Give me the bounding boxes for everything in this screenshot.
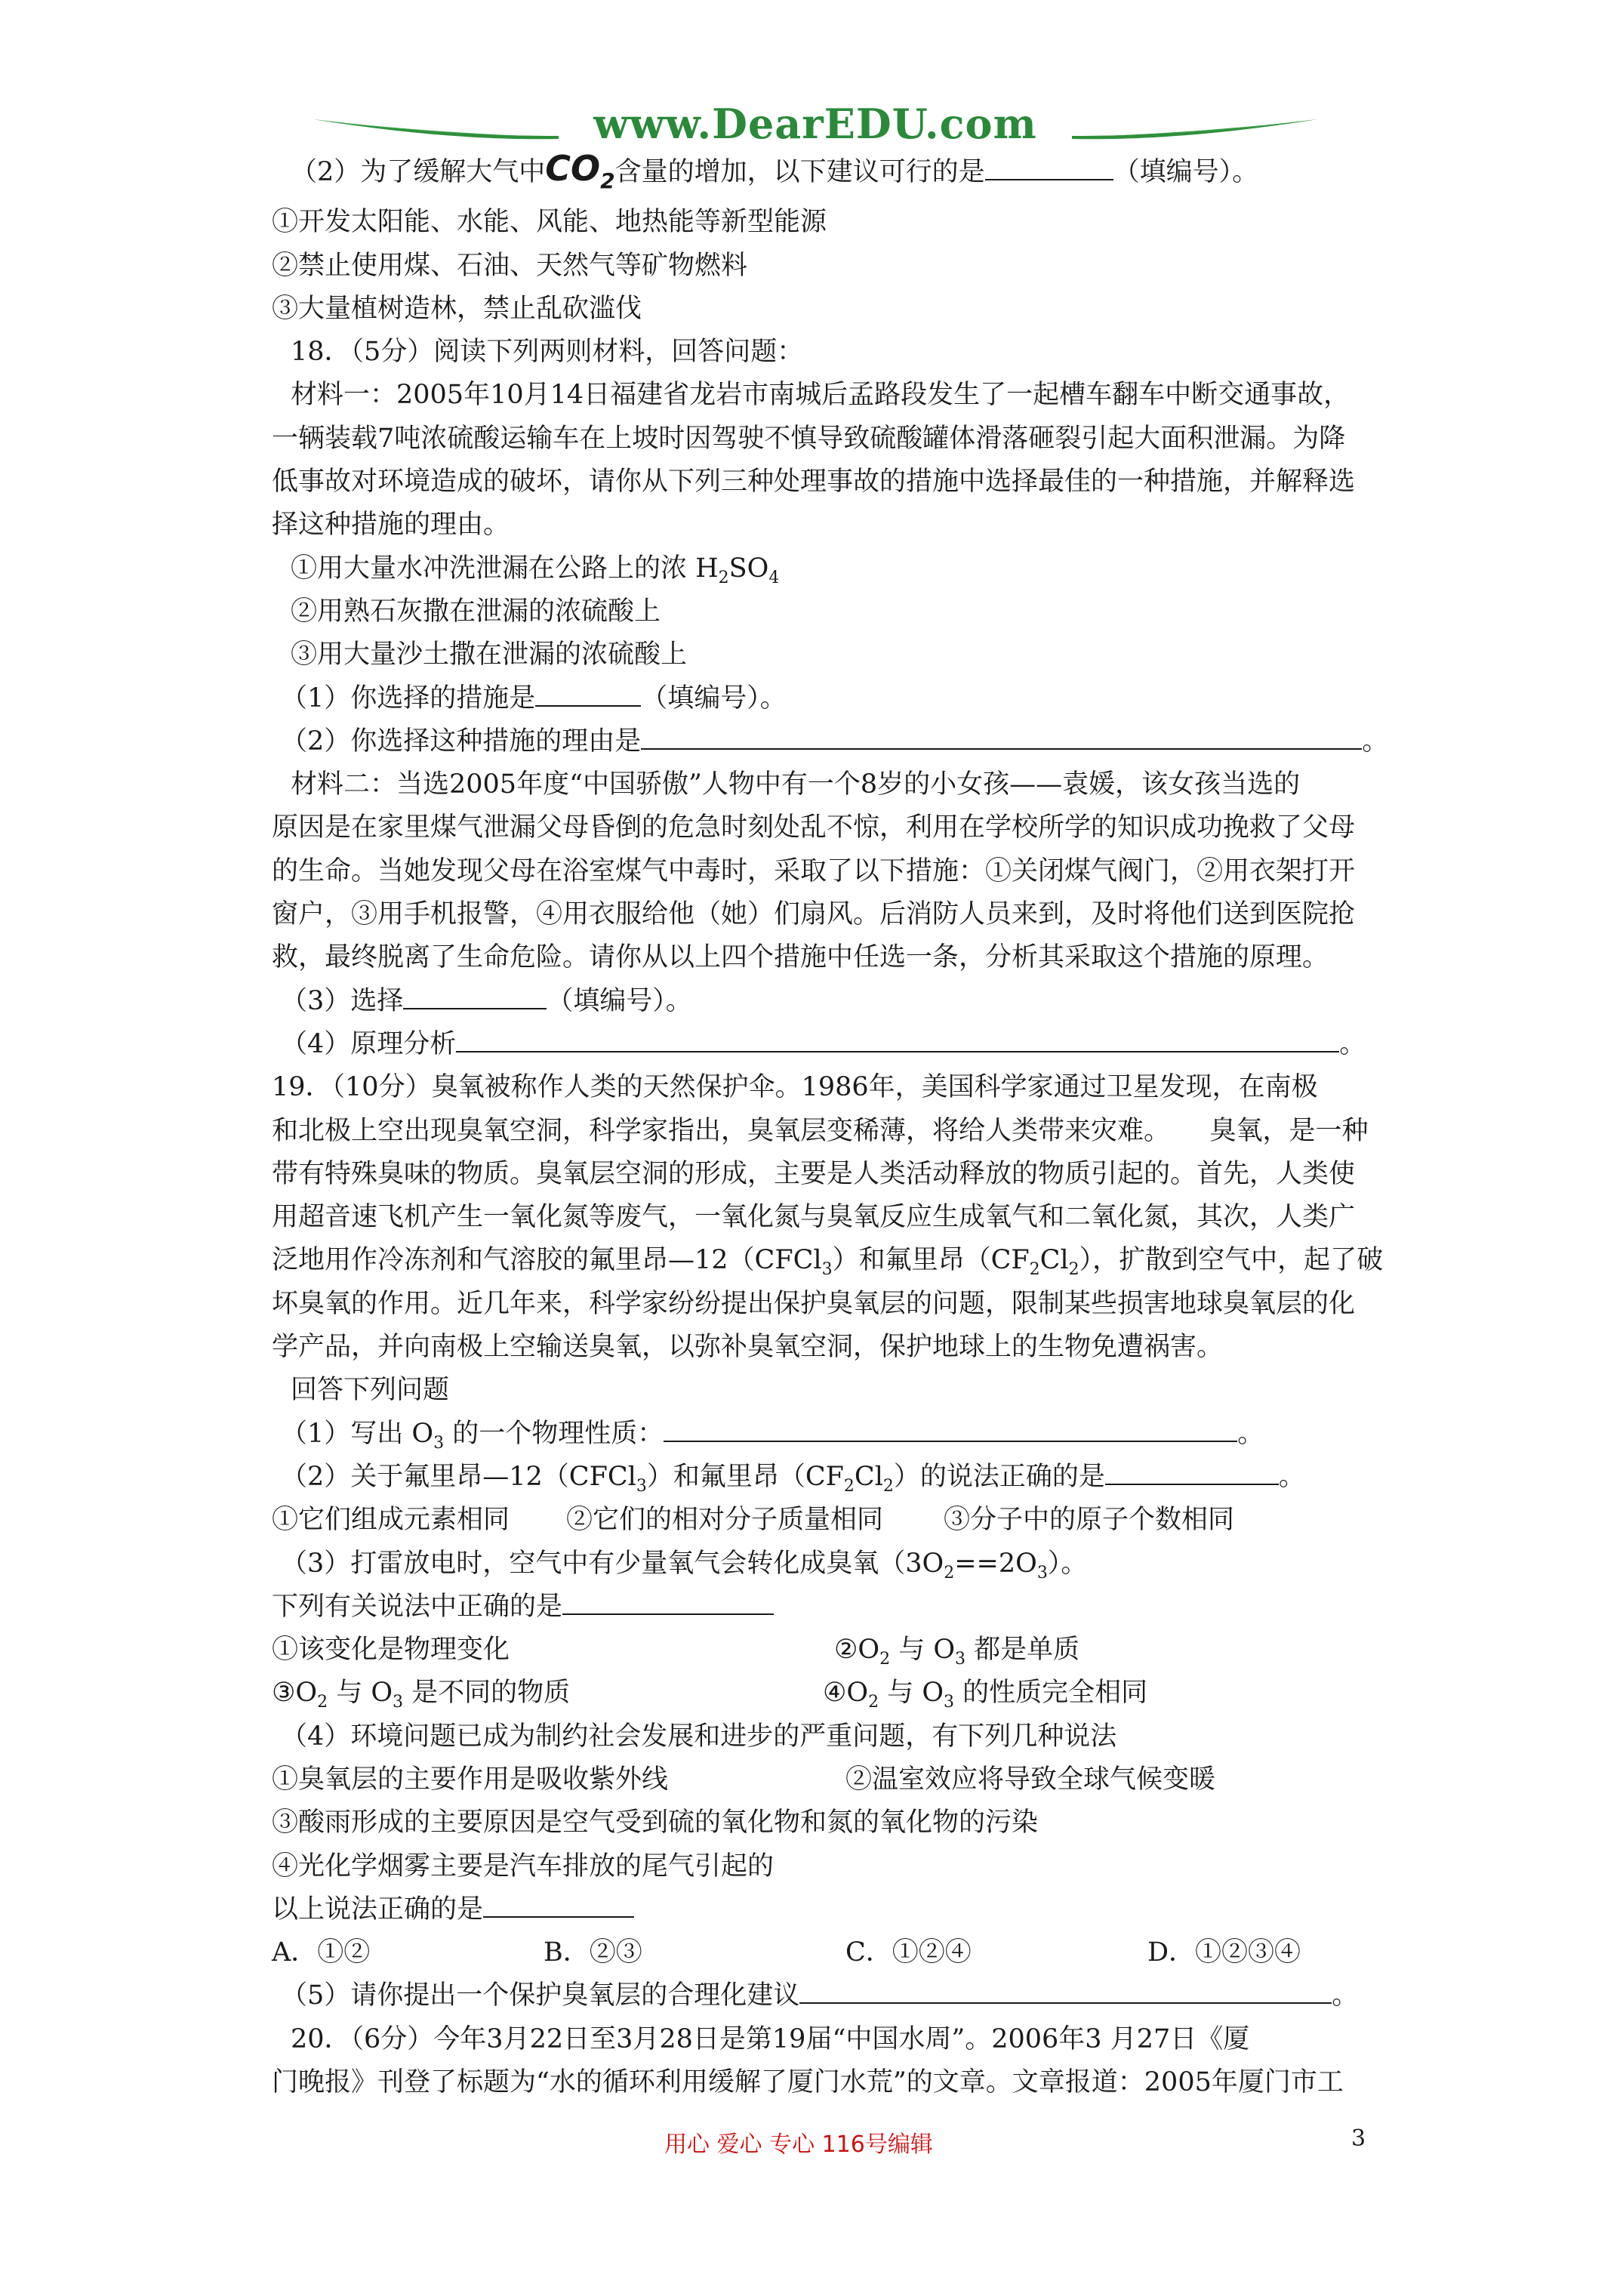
q18-material2-line: 原因是在家里煤气泄漏父母昏倒的危急时刻处乱不惊，利用在学校所学的知识成功挽救了父母 — [272, 812, 1356, 843]
q19-intro-line: 学产品，并向南极上空输送臭氧，以弥补臭氧空洞，保护地球上的生物免遭祸害。 — [272, 1332, 1224, 1363]
q19-sub4-choices: A．①② B．②③ C．①②④ D．①②③④ — [272, 1937, 1301, 1968]
q18-material1-line: 低事故对环境造成的破坏，请你从下列三种处理事故的措施中选择最佳的一种措施，并解释选 — [272, 467, 1356, 498]
q19-sub3-prompt: 下列有关说法中正确的是 — [272, 1586, 1419, 1629]
q19-intro-line: 泛地用作冷冻剂和气溶胶的氟里昂—12（CFCl$_3$）和氟里昂$(CF_2Cl_2)$，扩散到空气中，起了破 — [272, 1245, 1384, 1280]
answer-blank — [535, 680, 641, 707]
q17-option: ①开发太阳能、水能、风能、地热能等新型能源 — [272, 207, 827, 238]
q18-sub4: （4）原理分析 。 — [272, 1023, 1419, 1066]
q18-option: ③用大量沙土撒在泄漏的浓硫酸上 — [291, 639, 688, 670]
q19-sub4-option: ③酸雨形成的主要原因是空气受到硫的氧化物和氮的氧化物的污染 — [272, 1808, 1039, 1838]
q19-sub5: （5）请你提出一个保护臭氧层的合理化建议 。 — [272, 1974, 1419, 2017]
q18-material1-line: 择这种措施的理由。 — [272, 510, 510, 541]
answer-blank — [664, 1415, 1237, 1442]
q17-part2-suffix: 含量的增加，以下建议可行的是 — [614, 157, 985, 187]
q19-sub2: （2）关于氟里昂—12（CFCl$_3$）和氟里昂$(CF_2Cl_2)$的说法正确的是 。 — [272, 1456, 1419, 1499]
q19-sub3-options: $③O_2$ 与 $O_3$ 是不同的物质 $④O_2$ 与 $O_3$ 的性质完全相同 — [272, 1678, 1148, 1712]
q18-material2-line: 救，最终脱离了生命危险。请你从以上四个措施中任选一条，分析其采取这个措施的原理。 — [272, 942, 1329, 973]
q18-title: 18．（5分）阅读下列两则材料，回答问题： — [291, 337, 804, 368]
page-footer — [0, 2125, 1623, 2163]
q19-sub4-options: ①臭氧层的主要作用是吸收紫外线 ②温室效应将导致全球气候变暖 — [272, 1764, 1216, 1795]
q19-sub4-intro: （4）环境问题已成为制约社会发展和进步的严重问题，有下列几种说法 — [281, 1721, 1117, 1752]
q18-material2-line: 的生命。当她发现父母在浴室煤气中毒时，采取了以下措施：①关闭煤气阀门，②用衣架打开 — [272, 855, 1356, 886]
answer-blank — [483, 1891, 634, 1918]
q19-sub2-options: ①它们组成元素相同 ②它们的相对分子质量相同 ③分子中的原子个数相同 — [272, 1505, 1235, 1536]
q17-part2-line — [272, 147, 1419, 194]
answer-blank — [1105, 1458, 1279, 1485]
co2-formula: $CO_2$ — [545, 148, 615, 194]
q19-intro-line: 19．（10分）臭氧被称作人类的天然保护伞。1986年，美国科学家通过卫星发现，在南极 — [272, 1072, 1318, 1103]
q18-material2-line: 窗户，③用手机报警，④用衣服给他（她）们扇风。后消防人员来到，及时将他们送到医院抢 — [272, 899, 1356, 930]
q19-sub3-options: ①该变化是物理变化 $②O_2$ 与 $O_3$ 都是单质 — [272, 1635, 1080, 1669]
footer-text: 用心 爱心 专心 116号编辑 — [664, 2131, 933, 2158]
q17-part2-end: （填编号）。 — [1113, 157, 1259, 187]
q18-material1-line: 材料一：2005年10月14日福建省龙岩市南城后孟路段发生了一起槽车翻车中断交通事故， — [291, 380, 1350, 411]
q19-intro-line: 用超音速飞机产生一氧化氮等废气，一氧化氮与臭氧反应生成氧气和二氧化氮，其次，人类广 — [272, 1202, 1356, 1233]
q17-option: ③大量植树造林，禁止乱砍滥伐 — [272, 293, 642, 324]
q17-part2-prefix: （2）为了缓解大气中 — [291, 157, 546, 187]
q20-line: 20．（6分）今年3月22日至3月28日是第19届“中国水周”。2006年3 月27日《厦 — [291, 2023, 1250, 2054]
answer-blank — [562, 1588, 774, 1615]
q18-material1-line: 一辆装载7吨浓硫酸运输车在上坡时因驾驶不慎导致硫酸罐体滑落砸裂引起大面积泄漏。为降 — [272, 423, 1346, 454]
q19-intro-line: 和北极上空出现臭氧空洞，科学家指出，臭氧层变稀薄，将给人类带来灾难。 臭氧，是一种 — [272, 1115, 1369, 1146]
q18-option: ②用熟石灰撒在泄漏的浓硫酸上 — [291, 596, 661, 627]
q19-sub4-prompt: 以上说法正确的是 — [272, 1888, 1419, 1931]
q18-sub1: （1）你选择的措施是 （填编号）。 — [272, 677, 1419, 720]
q19-sub1: （1）写出 $O_3$ 的一个物理性质： 。 — [272, 1413, 1419, 1456]
answer-blank — [799, 1977, 1332, 2004]
q19-answer-prompt: 回答下列问题 — [291, 1375, 450, 1406]
answer-blank — [456, 1025, 1339, 1052]
q18-sub3: （3）选择 （填编号）。 — [272, 980, 1419, 1023]
answer-blank — [985, 153, 1113, 180]
q17-option: ②禁止使用煤、石油、天然气等矿物燃料 — [272, 250, 748, 281]
answer-blank — [641, 723, 1362, 750]
page-number: 3 — [1351, 2125, 1366, 2152]
site-logo-text: www.DearEDU.com — [593, 100, 1037, 148]
q19-sub4-option: ④光化学烟雾主要是汽车排放的尾气引起的 — [272, 1851, 775, 1881]
q18-sub2: （2）你选择这种措施的理由是 。 — [272, 720, 1419, 763]
q20-line: 门晚报》刊登了标题为“水的循环利用缓解了厦门水荒”的文章。文章报道：2005年厦门市工 — [272, 2067, 1344, 2098]
q19-intro-line: 坏臭氧的作用。近几年来，科学家纷纷提出保护臭氧层的问题，限制某些损害地球臭氧层的化 — [272, 1288, 1356, 1319]
q19-intro-line: 带有特殊臭味的物质。臭氧层空洞的形成，主要是人类活动释放的物质引起的。首先，人类使 — [272, 1158, 1356, 1189]
q18-material2-line: 材料二：当选2005年度“中国骄傲”人物中有一个8岁的小女孩——袁媛，该女孩当选的 — [291, 769, 1301, 800]
answer-blank — [403, 982, 547, 1009]
q18-option: ①用大量水冲洗泄漏在公路上的浓 $H_2SO_4$ — [291, 553, 780, 587]
q19-sub3: （3）打雷放电时，空气中有少量氧气会转化成臭氧$(3O_2==2O_3)$。 — [281, 1548, 1088, 1583]
document-body — [272, 147, 1419, 2104]
